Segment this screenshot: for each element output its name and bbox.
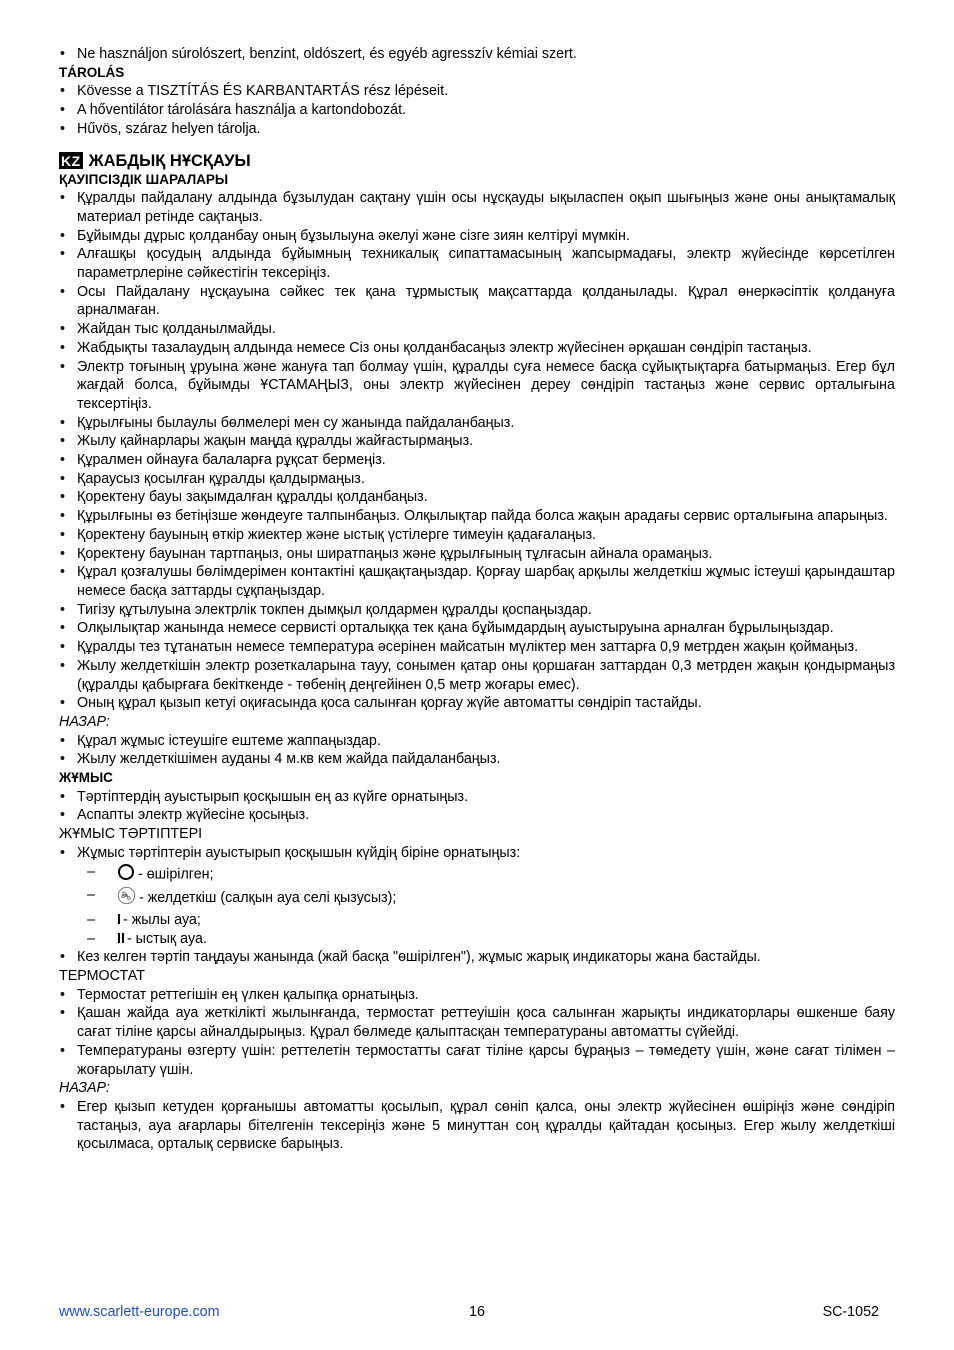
list-item: • Қоректену бауынан тартпаңыз, оны ширатпаңыз және құрылғының тұлғасын айнала орамаңыз.	[59, 545, 895, 564]
list-item: • Жылу желдеткішін электр розеткаларына тауу, сонымен қатар оны қоршаған заттардан 0,3 метрден жақын қондырмаңыз (құралды қабырғаға бекіткенде - төбенің деңгейінен 0,5 метр жоғары емес).	[59, 657, 895, 694]
list-item: • Термостат реттегішін ең үлкен қалыпқа орнатыңыз.	[59, 986, 895, 1005]
list-item: • Электр тоғының ұруына және жануға тап болмау үшін, құралды суға немесе басқа сұйықтықтарға батырмаңыз. Егер бұл жағдай болса, бұйымды ҰСТАМАҢЫЗ, оны электр жүйесінен дереу сөндіріп тастаңыз және сервис орталығына тексертіңіз.	[59, 358, 895, 414]
page-footer	[59, 1303, 879, 1323]
mode-symbol: I	[117, 911, 121, 928]
list-item: • Осы Пайдалану нұсқауына сәйкес тек қана тұрмыстық мақсаттарда қолданылады. Құрал өнеркәсіптік қолдануға арналмаған.	[59, 283, 895, 320]
safety-list	[59, 189, 895, 713]
thermostat-heading: ТЕРМОСТАТ	[59, 968, 145, 985]
work-list	[59, 788, 895, 825]
list-item: • Қоректену бауы зақымдалған құралды қолданбаңыз.	[59, 488, 895, 507]
list-item: • Жылу желдеткішімен ауданы 4 м.кв кем жайда пайдаланбаңыз.	[59, 750, 895, 769]
list-item: • Алғашқы қосудың алдында бұйымның техникалық сипаттамасының жапсырмадағы, электр жүйесінде көрсетілген параметрлеріне сәйкестігін тексеріңіз.	[59, 245, 895, 282]
mode-dash: –	[87, 930, 95, 947]
model-number: SC-1052	[822, 1304, 879, 1320]
list-item: • Kövesse a TISZTÍTÁS ÉS KARBANTARTÁS rész lépéseit.	[59, 82, 895, 101]
mode-dash: –	[87, 887, 95, 904]
list-item: • Hűvös, száraz helyen tárolja.	[59, 120, 895, 139]
document-body	[59, 45, 895, 1154]
list-item: • Жабдықты тазалаудың алдында немесе Сіз оны қолданбасаңыз электр жүйесінен әрқашан сөндіріп тастаңыз.	[59, 339, 895, 358]
kz-language-badge: KZ	[61, 153, 81, 170]
mode-symbol: II	[117, 930, 125, 947]
kz-section-title	[59, 151, 895, 171]
kz-title-text: ЖАБДЫҚ НҰСҚАУЫ	[88, 151, 251, 170]
storage-list	[59, 82, 895, 138]
attention-label-2: НАЗАР:	[59, 1080, 110, 1097]
list-item: • Қашан жайда ауа жеткілікті жылынғанда, термостат реттеуішін қоса салынған жарықты индикаторлары өшкенше баяу сағат тіліне қарсы айналдырыңыз. Құрал бөлмеде қалыптасқан температураны автоматты сүйейді.	[59, 1004, 895, 1041]
list-item: • Қараусыз қосылған құралды қалдырмаңыз.	[59, 470, 895, 489]
thermostat-list	[59, 986, 895, 1080]
mode-item	[87, 930, 895, 949]
work-heading: ЖҰМЫС	[59, 770, 113, 786]
list-item: • Ne használjon súrolószert, benzint, oldószert, és egyéb agresszív kémiai szert.	[59, 45, 895, 64]
mode-item	[87, 886, 895, 911]
power-off-circle-icon	[117, 863, 135, 887]
list-item: • Жұмыс тәртіптерін ауыстырып қосқышын күйдің біріне орнатыңыз:	[59, 844, 895, 863]
page-number: 16	[469, 1304, 485, 1320]
list-item: • Жайдан тыс қолданылмайды.	[59, 320, 895, 339]
list-item: • Кез келген тәртіп таңдауы жанында (жай басқа "өшірілген"), жұмыс жарық индикаторы жана бастайды.	[59, 948, 895, 967]
list-item: • Оның құрал қызып кетуі оқиғасында қоса салынған қорғау жүйе автоматты сөндіріп тастайды.	[59, 694, 895, 713]
list-item: • Құрылғыны өз бетіңізше жөндеуге талпынбаңыз. Олқылықтар пайда болса жақын арадағы сервис орталығына апарыңыз.	[59, 507, 895, 526]
modes-heading: ЖҰМЫС ТӘРТІПТЕРІ	[59, 826, 203, 843]
list-item: • Тәртіптердің ауыстырып қосқышын ең аз күйге орнатыңыз.	[59, 788, 895, 807]
mode-item	[87, 863, 895, 887]
list-item: • Олқылықтар жанында немесе сервисті орталыққа тек қана бұйымдардың ауыстыруына арналған бұрылыңыздар.	[59, 619, 895, 638]
mode-text: - желдеткіш (салқын ауа селі қызусыз);	[139, 890, 397, 907]
mode-text: - ыстық ауа.	[126, 930, 207, 947]
list-item: • Температураны өзгерту үшін: реттелетін термостатты сағат тіліне қарсы бұраңыз – төмедету үшін, және сағат тілімен – жоғарылату үшін.	[59, 1042, 895, 1079]
list-item: • Құралды пайдалану алдында бұзылудан сақтану үшін осы нұсқауды ықыласпен оқып шығыңыз және оны анықтамалық материал ретінде сақтаңыз.	[59, 189, 895, 226]
website-link[interactable]: www.scarlett-europe.com	[59, 1304, 220, 1320]
list-item: • Тигізу құтылуына электрлік токпен дымқыл қолдармен құралды қоспаңыздар.	[59, 601, 895, 620]
modes-intro-list	[59, 844, 895, 863]
mode-dash: –	[87, 911, 95, 928]
fan-icon	[117, 886, 136, 911]
list-item: • Құралды тез тұтанатын немесе температура әсерінен майсатын мүліктер мен заттарға 0,9 метрден жақын қоймаңыз.	[59, 638, 895, 657]
list-item: • Құралмен ойнауға балаларға рұқсат бермеңіз.	[59, 451, 895, 470]
list-item: • Аспапты электр жүйесіне қосыңыз.	[59, 806, 895, 825]
list-item: • A hőventilátor tárolására használja a kartondobozát.	[59, 101, 895, 120]
modes-note-list	[59, 948, 895, 967]
list-item: • Бұйымды дұрыс қолданбау оның бұзылыуна әкелуі және сізге зиян келтіруі мүмкін.	[59, 227, 895, 246]
attention-label-1: НАЗАР:	[59, 713, 110, 730]
attention-list-2	[59, 1098, 895, 1154]
safety-heading: ҚАУІПСІЗДІК ШАРАЛАРЫ	[59, 171, 229, 187]
list-item: • Құрылғыны былаулы бөлмелері мен су жанында пайдаланбаңыз.	[59, 414, 895, 433]
mode-dash: –	[87, 863, 95, 880]
list-item: • Жылу қайнарлары жақын маңда құралды жайғастырмаңыз.	[59, 432, 895, 451]
list-item: • Қоректену бауының өткір жиектер және ыстық үстілерге тимеуін қадағалаңыз.	[59, 526, 895, 545]
mode-text: - жылы ауа;	[122, 911, 201, 928]
list-item: • Құрал жұмыс істеушіге ештеме жаппаңыздар.	[59, 732, 895, 751]
list-item: • Егер қызып кетуден қорғанышы автоматты қосылып, құрал сөніп қалса, оны электр жүйесінен өшіріңіз және сөндіріп тастаңыз, ауа ағарлары бітелгенін тексеріңіз және 5 минуттан соң құралды қайтадан қосыңыз. Егер жылу желдеткіші қосылмаса, орталық сервиске барыңыз.	[59, 1098, 895, 1154]
storage-heading: TÁROLÁS	[59, 64, 125, 80]
mode-text: - өшірілген;	[138, 866, 214, 883]
list-item: • Құрал қозғалушы бөлімдерімен контактіні қашқақтаңыздар. Қорғау шарбақ арқылы желдеткіш жұмыс істеуші қарындаштар немесе басқа заттарды сұқпаңыздар.	[59, 563, 895, 600]
mode-item	[87, 911, 895, 930]
top-list	[59, 45, 895, 64]
modes-list	[87, 863, 895, 949]
attention-list-1	[59, 732, 895, 769]
